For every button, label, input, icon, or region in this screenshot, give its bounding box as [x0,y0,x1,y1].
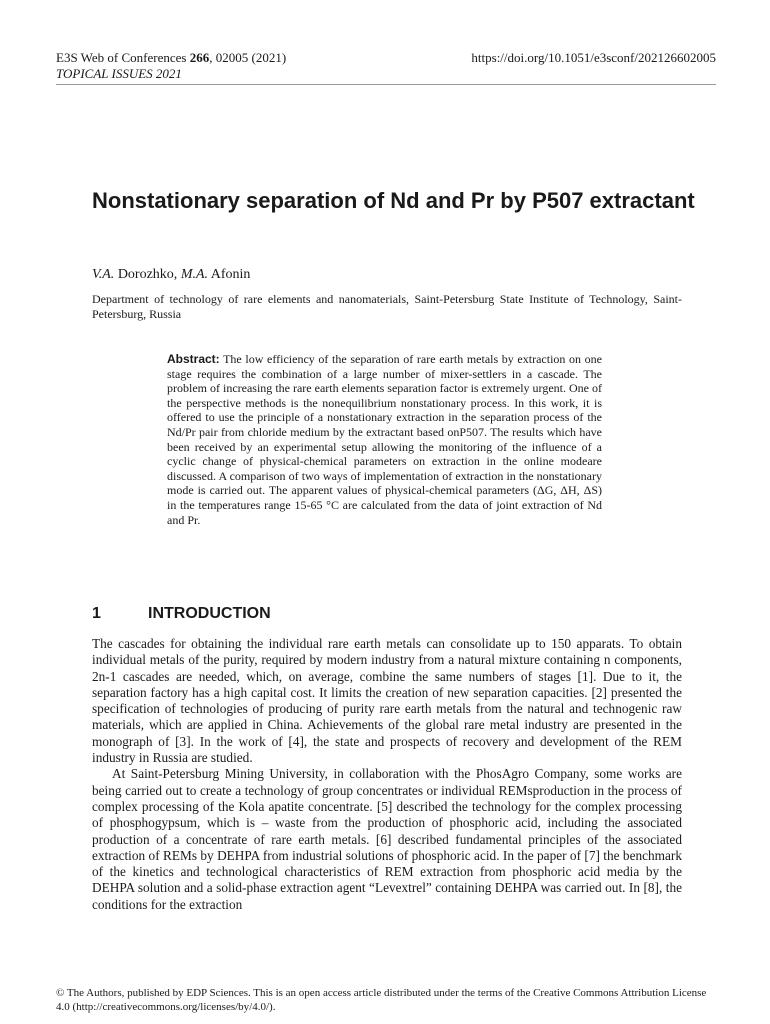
journal-citation: E3S Web of Conferences 266, 02005 (2021) [56,50,287,65]
section-number: 1 [92,605,101,622]
affiliation: Department of technology of rare elements and nanomaterials, Saint-Petersburg State Institute of Technology, Saint-Petersburg, Russia [92,292,682,321]
body-text [92,636,682,913]
paper-title: Nonstationary separation of Nd and Pr by P507 extractant [92,188,695,213]
header-divider [56,84,716,85]
abstract-label: Abstract: [167,352,220,366]
license-footer: © The Authors, published by EDP Sciences. This is an open access article distributed under the terms of the Creative Commons Attribution License 4.0 (http://creativecommons.org/licenses/by/4.0/). [56,987,707,1013]
author-list: V.A. Dorozhko, M.A. Afonin [92,267,251,282]
abstract-text: The low efficiency of the separation of rare earth metals by extraction on one stage requires the combination of a large number of mixer-settlers in a cascade. The problem of increasing the rare earth elements separation factor is extremely urgent. One of the perspective methods is the nonequilibrium nonstationary process. In this work, it is offered to use the principle of a nonstationary extraction in the separation process of the Nd/Pr pair from chloride medium by the extractant based onP507. The results which have been received by an experimental setup allowing the monitoring of the influence of a cyclic change of physical-chemical parameters on extraction in the online modeare discussed. A comparison of two ways of implementation of extraction in the nonstationary mode is carried out. The apparent values of physical-chemical parameters (ΔG, ΔH, ΔS) in the temperatures range 15-65 °C are calculated from the data of joint extraction of Nd and Pr. [167,352,602,527]
section-title: INTRODUCTION [148,605,271,622]
running-header-left [56,50,286,82]
paragraph: At Saint-Petersburg Mining University, in collaboration with the PhosAgro Company, some works are being carried out to create a technology of group concentrates or individual REMsproduction in the process of complex processing of the Kola apatite concentrate. [5] described the technology for the complex processing of phosphogypsum, which is – waste from the production of phosphoric acid, including the associated production of a concentrate of rare earth metals. [6] described fundamental principles of the associated extraction of REMs by DEHPA from industrial solutions of phosphoric acid. In the paper of [7] the benchmark of the kinetics and technological characteristics of REM extraction from phosphoric acid media by the DEHPA solution and a solid-phase extraction agent “Levextrel” containing DEHPA was carried out. In [8], the conditions for the extraction [92,766,682,912]
doi-link[interactable]: https://doi.org/10.1051/e3sconf/202126602005 [471,50,716,65]
abstract [167,352,602,527]
issue-name: TOPICAL ISSUES 2021 [56,66,182,81]
volume-number: 266 [189,50,210,65]
paragraph: The cascades for obtaining the individual rare earth metals can consolidate up to 150 apparats. To obtain individual metals of the purity, required by modern industry from a natural mixture containing n components, 2n-1 cascades are needed, which, on average, combine the same numbers of stages [1]. Due to it, the separation factory has a high capital cost. It limits the creation of new separation capacities. [2] presented the specification of technologies of producing of purity rare earth metals from the natural and technogenic raw materials, which are applied in China. Achievements of the global rare metal industry are presented in the monograph of [3]. In the work of [4], the state and prospects of recovery and development of the REM industry in Russia are studied. [92,636,682,766]
section-heading [92,604,271,624]
